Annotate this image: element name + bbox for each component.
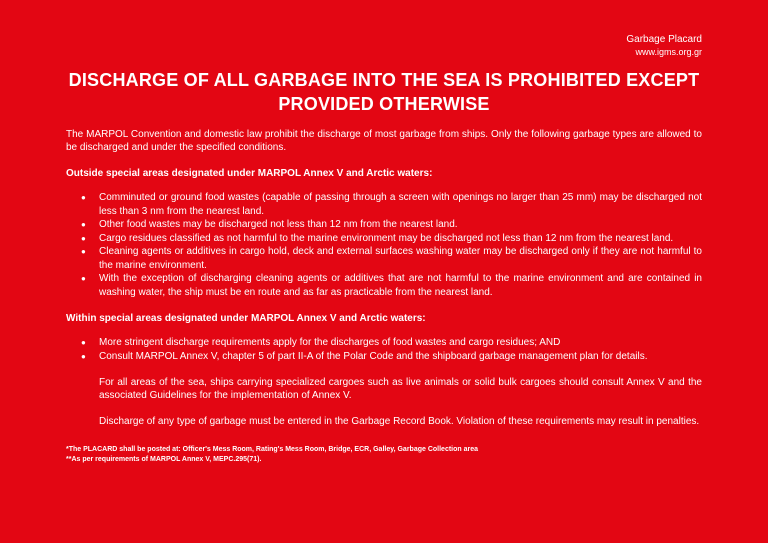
- outside-special-areas-list: [66, 191, 702, 299]
- list-item-text: Consult MARPOL Annex V, chapter 5 of part II-A of the Polar Code and the shipboard garbage management plan for details.: [99, 350, 648, 362]
- footnotes: [66, 445, 702, 465]
- bullet-icon: ●: [81, 220, 86, 229]
- bullet-icon: ●: [81, 247, 86, 256]
- website-link[interactable]: www.igms.org.gr: [635, 47, 702, 57]
- list-item: [81, 350, 702, 364]
- within-special-areas-list: [66, 336, 702, 363]
- intro-paragraph: The MARPOL Convention and domestic law prohibit the discharge of most garbage from ships. Only the following garbage types are allowed to be discharged and under the specified conditions.: [66, 129, 702, 153]
- list-item: [81, 336, 702, 350]
- list-item: [81, 245, 702, 272]
- list-item: [81, 218, 702, 232]
- bullet-icon: ●: [81, 233, 86, 243]
- bullet-icon: ●: [81, 193, 86, 202]
- within-special-areas-heading: Within special areas designated under MARPOL Annex V and Arctic waters:: [66, 313, 426, 324]
- placard-header: [626, 34, 702, 58]
- list-item: [81, 272, 702, 299]
- footnote-requirements: **As per requirements of MARPOL Annex V, MEPC.295(71).: [66, 456, 262, 463]
- list-item-text: Cargo residues classified as not harmful to the marine environment may be discharged not less than 12 nm from the nearest land.: [99, 232, 674, 244]
- bullet-icon: ●: [81, 338, 86, 347]
- list-item-text: More stringent discharge requirements apply for the discharges of food wastes and cargo residues; AND: [99, 337, 561, 348]
- outside-special-areas-heading: Outside special areas designated under MARPOL Annex V and Arctic waters:: [66, 168, 433, 179]
- placard-label: Garbage Placard: [626, 34, 702, 45]
- list-item-text: Cleaning agents or additives in cargo hold, deck and external surfaces washing water may be discharged only if they are not harmful to the marine environment.: [99, 246, 702, 271]
- bullet-icon: ●: [81, 351, 86, 361]
- footnote-posting-locations: *The PLACARD shall be posted at: Officer's Mess Room, Rating's Mess Room, Bridge, ECR, Galley, Garbage Collection area: [66, 446, 479, 453]
- record-book-paragraph: Discharge of any type of garbage must be entered in the Garbage Record Book. Violation of these requirements may result in penalties.: [99, 416, 700, 427]
- specialized-cargoes-paragraph: For all areas of the sea, ships carrying specialized cargoes such as live animals or solid bulk cargoes should consult Annex V and the associated Guidelines for the implementation of Annex V.: [99, 377, 702, 401]
- bullet-icon: ●: [81, 274, 86, 283]
- list-item-text: Comminuted or ground food wastes (capable of passing through a screen with openings no larger than 25 mm) may be discharged not less than 3 nm from the nearest land.: [99, 192, 702, 217]
- list-item-text: With the exception of discharging cleaning agents or additives that are not harmful to the marine environment and are contained in washing water, the ship must be en route and as far as practicable from the nearest land.: [99, 273, 702, 298]
- list-item: [81, 232, 702, 246]
- page-title: DISCHARGE OF ALL GARBAGE INTO THE SEA IS PROHIBITED EXCEPT PROVIDED OTHERWISE: [68, 70, 700, 114]
- list-item: [81, 191, 702, 218]
- list-item-text: Other food wastes may be discharged not less than 12 nm from the nearest land.: [99, 219, 458, 230]
